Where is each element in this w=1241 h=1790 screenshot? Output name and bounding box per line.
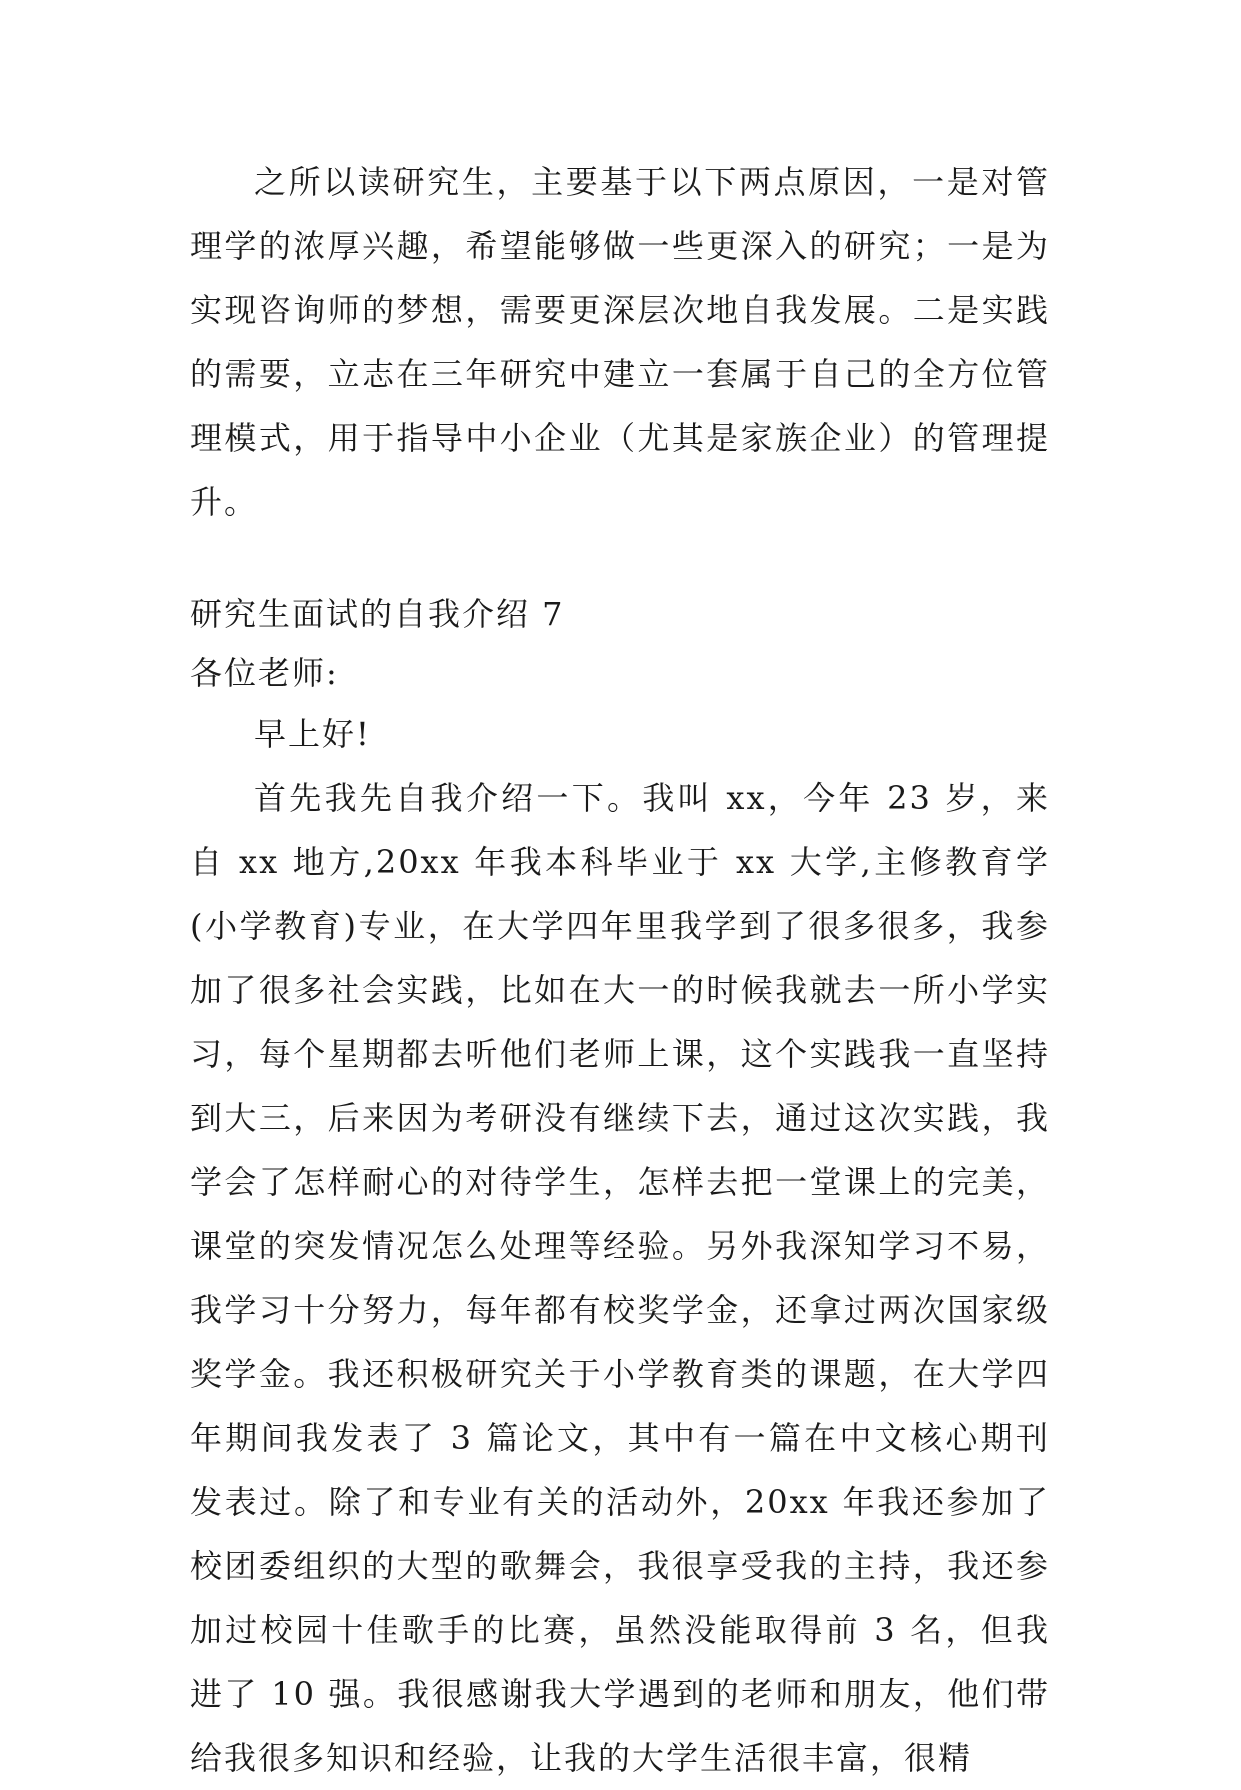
intro-paragraph: 之所以读研究生，主要基于以下两点原因，一是对管理学的浓厚兴趣，希望能够做一些更深入的研究；一是为实现咨询师的梦想，需要更深层次地自我发展。二是实践的需要，立志在三年研究中建立一套属于自己的全方位管理模式，用于指导中小企业（尤其是家族企业）的管理提升。	[190, 163, 1050, 521]
greeting: 早上好!	[254, 715, 371, 753]
salutation: 各位老师:	[190, 654, 339, 692]
text-column	[190, 150, 1050, 1790]
body-paragraph: 首先我先自我介绍一下。我叫 xx，今年 23 岁，来自 xx 地方,20xx 年我本科毕业于 xx 大学,主修教育学(小学教育)专业，在大学四年里我学到了很多很多，我参加了很多社会实践，比如在大一的时候我就去一所小学实习，每个星期都去听他们老师上课，这个实践我一直坚持到大三，后来因为考研没有继续下去，通过这次实践，我学会了怎样耐心的对待学生，怎样去把一堂课上的完美，课堂的突发情况怎么处理等经验。另外我深知学习不易，我学习十分努力，每年都有校奖学金，还拿过两次国家级奖学金。我还积极研究关于小学教育类的课题，在大学四年期间我发表了 3 篇论文，其中有一篇在中文核心期刊发表过。除了和专业有关的活动外，20xx 年我还参加了校团委组织的大型的歌舞会，我很享受我的主持，我还参加过校园十佳歌手的比赛，虽然没能取得前 3 名，但我进了 10 强。我很感谢我大学遇到的老师和朋友，他们带给我很多知识和经验，让我的大学生活很丰富，很精	[190, 779, 1050, 1777]
section-gap	[190, 534, 1050, 584]
section-title: 研究生面试的自我介绍 7	[190, 595, 565, 633]
